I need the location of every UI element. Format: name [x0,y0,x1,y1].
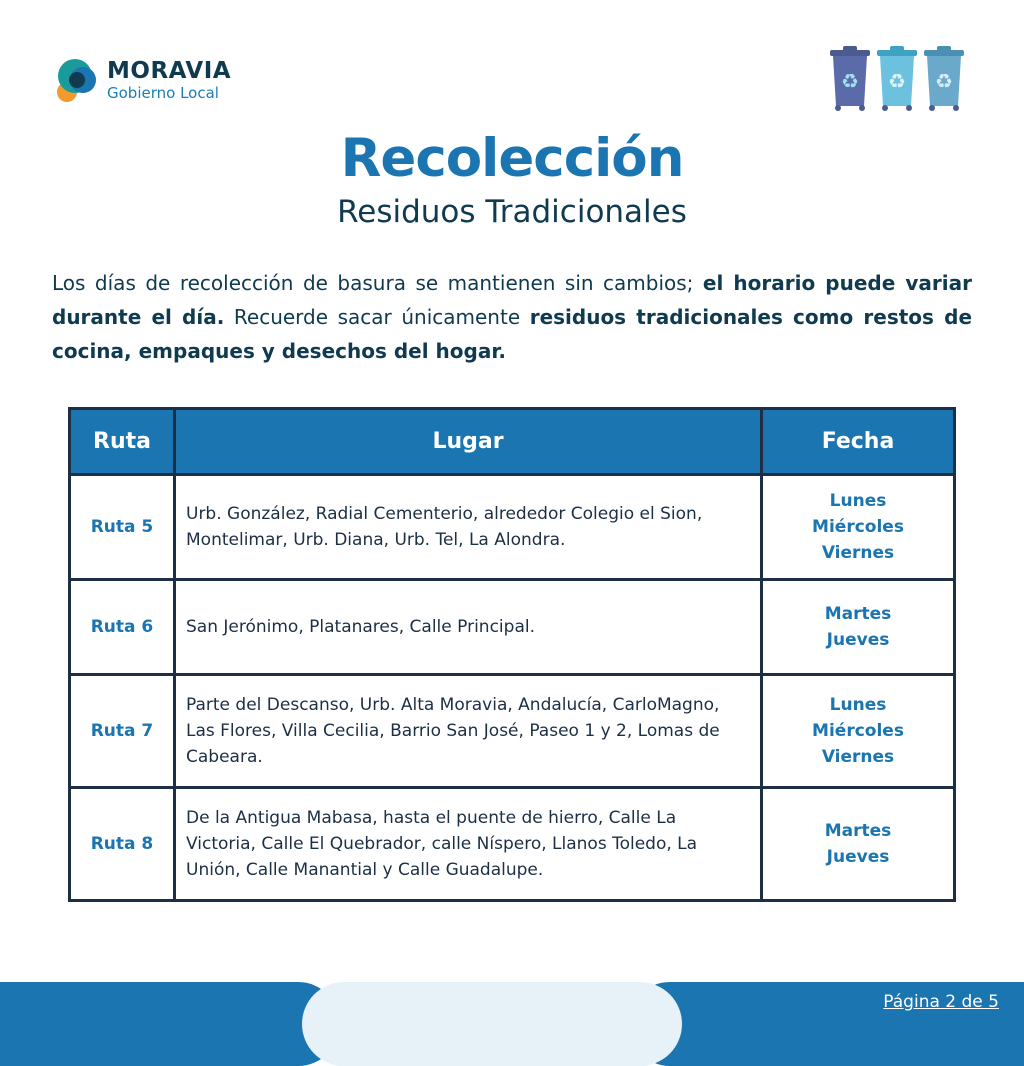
day-label: Martes [824,821,892,841]
logo-subtitle: Gobierno Local [107,83,219,102]
svg-text:♻: ♻ [841,69,859,93]
intro-paragraph [52,266,972,368]
moravia-logo [53,56,231,104]
footer-shape-center [302,982,682,1066]
route-places: Parte del Descanso, Urb. Alta Moravia, Andalucía, CarloMagno, Las Flores, Villa Cecilia, Barrio San José, Paseo 1 y 2, Lomas de Cabeara. [175,675,762,788]
intro-text-2: Recuerde sacar únicamente [224,305,530,329]
footer-bar [0,980,1024,1024]
table-row [70,675,955,788]
header-fecha: Fecha [762,409,955,475]
route-days [762,580,955,675]
intro-bold-2: residuos tradicionales como restos de cocina, empaques y desechos del hogar. [52,305,973,363]
footer-shape-left [0,982,340,1066]
route-days [762,788,955,901]
header-ruta: Ruta [70,409,175,475]
route-places: De la Antigua Mabasa, hasta el puente de hierro, Calle La Victoria, Calle El Quebrador, calle Níspero, Llanos Toledo, La Unión, Calle Manantial y Calle Guadalupe. [175,788,762,901]
page-number-link[interactable]: Página 2 de 5 [883,992,999,1012]
intro-bold-1: el horario puede variar durante el día. [52,271,972,329]
route-days [762,475,955,580]
day-label: Miércoles [812,517,904,537]
recycling-bins-icon [828,44,966,112]
table-header-row [70,409,955,475]
route-name: Ruta 5 [70,475,175,580]
table-row [70,788,955,901]
route-days [762,675,955,788]
page-subtitle: Residuos Tradicionales [337,194,687,230]
day-label: Jueves [826,630,890,650]
day-label: Viernes [821,543,895,563]
day-label: Lunes [829,491,887,511]
day-label: Miércoles [812,721,904,741]
day-label: Martes [824,604,892,624]
svg-text:♻: ♻ [935,69,953,93]
header-lugar: Lugar [175,409,762,475]
day-label: Viernes [821,747,895,767]
table-row [70,475,955,580]
moravia-logo-icon [53,56,101,104]
page-title: Recolección [340,128,684,189]
intro-text-1: Los días de recolección de basura se mantienen sin cambios; [52,271,703,295]
logo-name: MORAVIA [107,57,232,84]
table-row [70,580,955,675]
day-label: Lunes [829,695,887,715]
day-label: Jueves [826,847,890,867]
route-places: San Jerónimo, Platanares, Calle Principal. [175,580,762,675]
svg-text:♻: ♻ [888,69,906,93]
route-name: Ruta 8 [70,788,175,901]
routes-table [68,407,956,902]
route-name: Ruta 7 [70,675,175,788]
route-places: Urb. González, Radial Cementerio, alrededor Colegio el Sion, Montelimar, Urb. Diana, Urb. Tel, La Alondra. [175,475,762,580]
route-name: Ruta 6 [70,580,175,675]
